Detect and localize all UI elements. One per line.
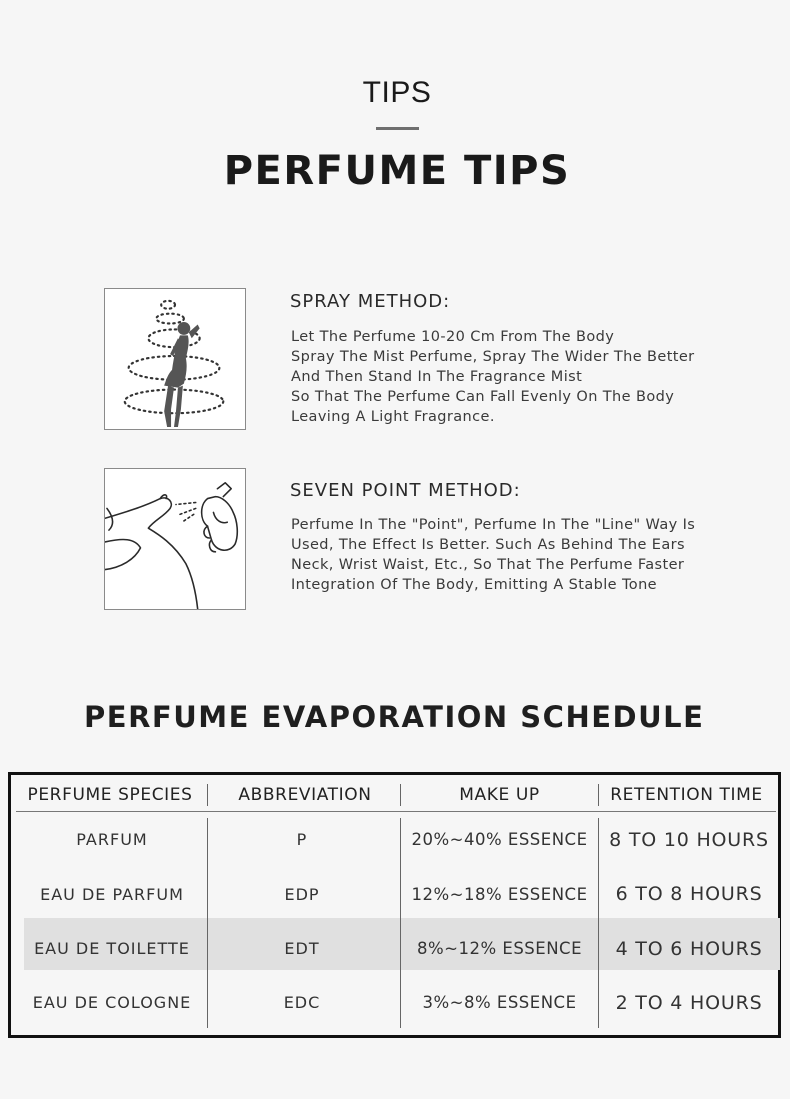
header-divider (16, 811, 776, 812)
table-cell-makeup: 8%~12% ESSENCE (416, 939, 582, 958)
tips-label: TIPS (362, 76, 432, 109)
evaporation-schedule-title: PERFUME EVAPORATION SCHEDULE (84, 700, 705, 734)
spray-method-line: Spray The Mist Perfume, Spray The Wider The Better (291, 349, 695, 365)
table-cell-makeup: 12%~18% ESSENCE (411, 885, 588, 904)
spray-method-description (291, 327, 761, 427)
column-separator (400, 818, 401, 1028)
seven-point-method-line: Neck, Wrist Waist, Etc., So That The Perfume Faster (291, 557, 685, 573)
table-cell-retention: 4 TO 6 HOURS (615, 938, 763, 960)
seven-point-method-line: Perfume In The "Point", Perfume In The "Line" Way Is (291, 517, 696, 533)
spray-method-line: Let The Perfume 10-20 Cm From The Body (291, 329, 615, 345)
spray-method-line: And Then Stand In The Fragrance Mist (291, 369, 583, 385)
title-divider (376, 127, 419, 130)
table-cell-makeup: 20%~40% ESSENCE (411, 830, 588, 849)
table-cell-makeup: 3%~8% ESSENCE (422, 993, 577, 1012)
seven-point-method-line: Integration Of The Body, Emitting A Stable Tone (291, 577, 657, 593)
table-cell-abbreviation: P (296, 830, 308, 849)
table-cell-retention: 6 TO 8 HOURS (615, 883, 763, 905)
seven-point-method-line: Used, The Effect Is Better. Such As Behind The Ears (291, 537, 685, 553)
column-separator (207, 784, 208, 806)
spray-method-line: So That The Perfume Can Fall Evenly On The Body (291, 389, 675, 405)
wrist-spray-icon (104, 468, 246, 610)
table-cell-species: EAU DE TOILETTE (34, 939, 190, 958)
table-cell-species: EAU DE PARFUM (40, 885, 184, 904)
spray-method-title: SPRAY METHOD: (290, 291, 451, 312)
table-cell-species: PARFUM (76, 830, 148, 849)
column-header-makeup: MAKE UP (459, 785, 540, 805)
spray-method-line: Leaving A Light Fragrance. (291, 409, 495, 425)
table-cell-retention: 2 TO 4 HOURS (615, 992, 763, 1014)
table-cell-abbreviation: EDP (284, 885, 320, 904)
page-title: PERFUME TIPS (223, 148, 571, 194)
column-header-retention: RETENTION TIME (610, 785, 763, 805)
table-cell-species: EAU DE COLOGNE (32, 993, 192, 1012)
seven-point-method-title: SEVEN POINT METHOD: (290, 480, 521, 501)
column-header-abbreviation: ABBREVIATION (238, 785, 372, 805)
table-cell-abbreviation: EDC (283, 993, 321, 1012)
woman-spray-mist-icon (104, 288, 246, 430)
table-cell-abbreviation: EDT (284, 939, 320, 958)
column-header-species: PERFUME SPECIES (27, 785, 193, 805)
column-separator (598, 784, 599, 806)
table-cell-retention: 8 TO 10 HOURS (609, 829, 769, 851)
seven-point-method-description (291, 515, 761, 595)
column-separator (400, 784, 401, 806)
